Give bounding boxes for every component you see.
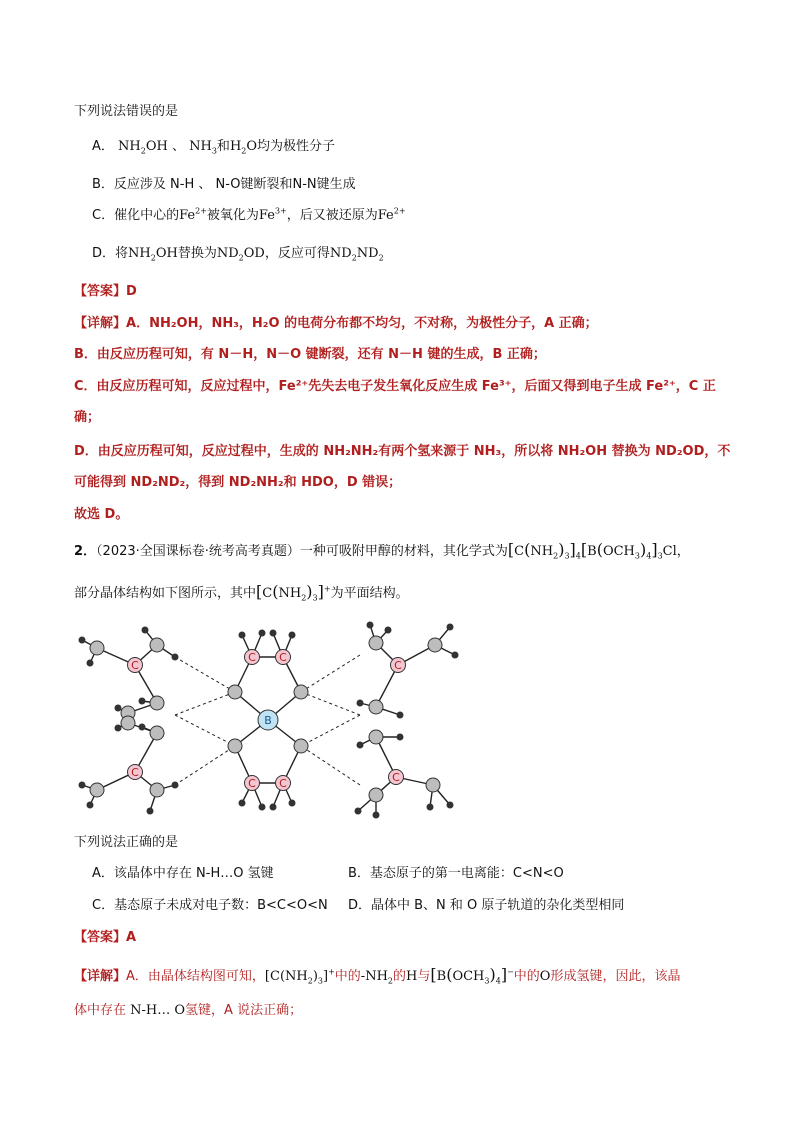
oxygen-atom xyxy=(228,685,242,699)
hydrogen-atom xyxy=(357,742,363,748)
nitrogen-atom xyxy=(150,696,164,710)
q2-option-b: B．基态原子的第一电离能：C<N<O xyxy=(348,866,564,881)
hydrogen-atom xyxy=(447,624,453,630)
nitrogen-atom xyxy=(428,638,442,652)
hydrogen-atom xyxy=(87,802,93,808)
hydrogen-atom xyxy=(447,802,453,808)
q1-detail-c1: C．由反应历程可知，反应过程中，Fe²⁺先失去电子发生氧化反应生成 Fe³⁺，后面又得到电子生成 Fe²⁺，C 正 xyxy=(74,379,716,394)
hydrogen-atom xyxy=(115,705,121,711)
hydrogen-atom xyxy=(427,804,433,810)
hydrogen-atom xyxy=(115,725,121,731)
nitrogen-atom xyxy=(150,783,164,797)
hydrogen-atom xyxy=(239,632,245,638)
guanidinium-carbon-atom-label: C xyxy=(394,659,402,672)
q1-detail-c2: 确； xyxy=(74,410,101,425)
hydrogen-atom xyxy=(367,622,373,628)
oxygen-atom xyxy=(228,739,242,753)
methyl-carbon-atom-label: C xyxy=(279,777,287,790)
hydrogen-atom xyxy=(139,698,145,704)
hydrogen-atom xyxy=(289,632,295,638)
hydrogen-atom xyxy=(87,660,93,666)
oxygen-atom xyxy=(294,685,308,699)
nitrogen-atom xyxy=(121,716,135,730)
hydrogen-atom xyxy=(172,654,178,660)
nitrogen-atom xyxy=(90,641,104,655)
q1-option-b: B．反应涉及 N-H 、 N-O键断裂和N-N键生成 xyxy=(92,177,356,192)
hydrogen-atom xyxy=(270,630,276,636)
hydrogen-atom xyxy=(452,652,458,658)
q1-detail-d2: 可能得到 ND₂ND₂，得到 ND₂NH₂和 HDO，D 错误； xyxy=(74,475,402,490)
hydrogen-atom xyxy=(172,782,178,788)
hydrogen-atom xyxy=(397,712,403,718)
crystal-structure-diagram xyxy=(70,615,470,825)
q1-option-c: C．催化中心的$Fe^{2+}$被氧化为$Fe^{3+}$，后又被还原为$Fe^{2+}$ xyxy=(92,206,406,223)
q2-option-d: D．晶体中 B、N 和 O 原子轨道的杂化类型相同 xyxy=(348,898,625,913)
q2-detail-a-line2: 体中存在 N-H… O氢键，A 说法正确； xyxy=(74,1003,303,1018)
hydrogen-atom xyxy=(79,637,85,643)
hydrogen-atom xyxy=(139,724,145,730)
hydrogen-atom xyxy=(397,734,403,740)
hydrogen-atom xyxy=(259,630,265,636)
nitrogen-atom xyxy=(150,726,164,740)
q1-option-a: A． $NH_2OH$ 、 $NH_3$和$H_2O$均为极性分子 xyxy=(92,139,336,156)
methyl-carbon-atom-label: C xyxy=(248,651,256,664)
nitrogen-atom xyxy=(369,788,383,802)
hydrogen-atom xyxy=(239,800,245,806)
q2-answer: 【答案】A xyxy=(74,930,137,945)
oxygen-atom xyxy=(294,739,308,753)
hydrogen-atom xyxy=(355,808,361,814)
q1-stem: 下列说法错误的是 xyxy=(74,104,179,119)
q1-conclusion: 故选 D。 xyxy=(74,507,129,522)
q1-option-d: D．将$NH_2OH$替换为$ND_2OD$，反应可得$ND_2ND_2$ xyxy=(92,246,384,263)
nitrogen-atom xyxy=(369,730,383,744)
q1-detail-b: B．由反应历程可知，有 N－H，N－O 键断裂，还有 N－H 键的生成，B 正确； xyxy=(74,347,546,362)
nitrogen-atom xyxy=(150,638,164,652)
methyl-carbon-atom-label: C xyxy=(248,777,256,790)
nitrogen-atom xyxy=(90,783,104,797)
hydrogen-atom xyxy=(373,812,379,818)
methyl-carbon-atom-label: C xyxy=(279,651,287,664)
q2-option-c: C．基态原子未成对电子数：B<C<O<N xyxy=(92,898,328,913)
hydrogen-atom xyxy=(259,804,265,810)
q1-answer: 【答案】D xyxy=(74,284,137,299)
guanidinium-carbon-atom-label: C xyxy=(131,659,139,672)
q2-detail-a: 【详解】A．由晶体结构图可知，$[C(NH_2)_3]^+$中的$-NH_2$的H与$[B(OCH_3)_4]^-$中的O形成氢键，因此，该晶 xyxy=(74,965,681,986)
hydrogen-atom xyxy=(147,808,153,814)
q2-stem-line2: 部分晶体结构如下图所示，其中$[C(NH_2)_3]^+$为平面结构。 xyxy=(74,582,409,603)
q2-option-a: A．该晶体中存在 N-H…O 氢键 xyxy=(92,866,274,881)
hydrogen-atom xyxy=(357,700,363,706)
q1-detail-d1: D．由反应历程可知，反应过程中，生成的 NH₂NH₂有两个氢来源于 NH₃，所以将 NH₂OH 替换为 ND₂OD，不 xyxy=(74,444,731,459)
nitrogen-atom xyxy=(369,700,383,714)
hydrogen-atom xyxy=(270,804,276,810)
hydrogen-atom xyxy=(385,627,391,633)
guanidinium-carbon-atom-label: C xyxy=(392,771,400,784)
boron-atom-label: B xyxy=(264,714,272,727)
hydrogen-atom xyxy=(142,627,148,633)
hydrogen-atom xyxy=(289,800,295,806)
q2-question: 下列说法正确的是 xyxy=(74,835,179,850)
nitrogen-atom xyxy=(426,778,440,792)
hydrogen-atom xyxy=(79,782,85,788)
q2-stem: 2．（2023·全国课标卷·统考高考真题）一种可吸附甲醇的材料，其化学式为$[C(NH_2)_3]_4[B(OCH_3)_4]_3Cl$， xyxy=(74,540,690,561)
guanidinium-carbon-atom-label: C xyxy=(131,766,139,779)
q1-detail-a: 【详解】A．NH₂OH，NH₃，H₂O 的电荷分布都不均匀，不对称，为极性分子，A 正确； xyxy=(74,316,598,331)
nitrogen-atom xyxy=(369,636,383,650)
